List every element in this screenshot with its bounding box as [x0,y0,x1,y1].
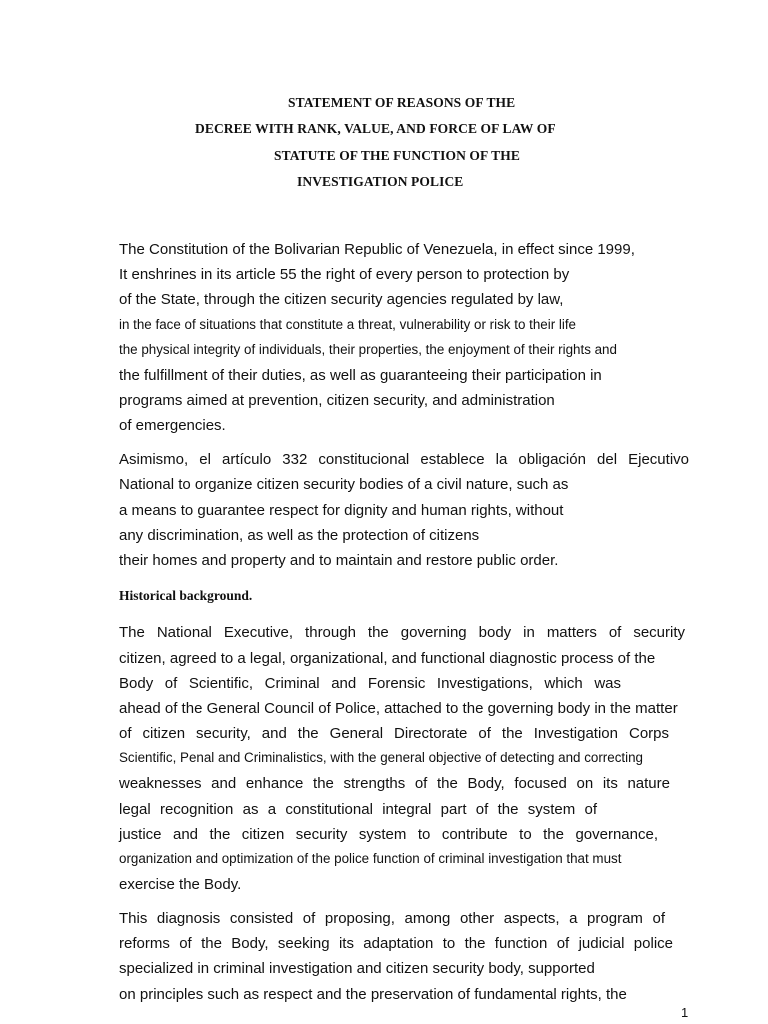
paragraph-line: The National Executive, through the governing body in matters of security [119,624,685,641]
section-heading: Historical background. [119,588,253,603]
paragraph-line: in the face of situations that constitute a threat, vulnerability or risk to their life [119,317,577,332]
paragraph-line: It enshrines in its article 55 the right of every person to protection by [119,266,570,283]
paragraph-line: specialized in criminal investigation and citizen security body, supported [119,960,595,977]
paragraph-line: a means to guarantee respect for dignity and human rights, without [119,502,564,519]
page-number: 1 [681,1005,689,1020]
title-line-3: STATUTE OF THE FUNCTION OF THE [274,148,520,163]
paragraph-line: on principles such as respect and the preservation of fundamental rights, the [119,986,627,1003]
paragraph-line: citizen, agreed to a legal, organizational, and functional diagnostic process of the [119,650,656,667]
paragraph-line: This diagnosis consisted of proposing, among other aspects, a program of [119,910,665,927]
title-line-2: DECREE WITH RANK, VALUE, AND FORCE OF LAW OF [195,121,556,136]
paragraph-line: National to organize citizen security bodies of a civil nature, such as [119,476,569,493]
paragraph-line: Body of Scientific, Criminal and Forensic Investigations, which was [119,675,621,692]
paragraph-line: Scientific, Penal and Criminalistics, with the general objective of detecting and correcting [119,750,643,765]
paragraph-line: ahead of the General Council of Police, attached to the governing body in the matter [119,700,678,717]
paragraph-line: of the State, through the citizen security agencies regulated by law, [119,291,564,308]
paragraph-line: The Constitution of the Bolivarian Republic of Venezuela, in effect since 1999, [119,241,635,258]
paragraph-line: Asimismo, el artículo 332 constitucional establece la obligación del Ejecutivo [119,451,689,468]
paragraph-line: programs aimed at prevention, citizen security, and administration [119,392,555,409]
paragraph-line: exercise the Body. [119,876,242,893]
paragraph-line: of citizen security, and the General Directorate of the Investigation Corps [119,725,669,742]
paragraph-line: organization and optimization of the police function of criminal investigation that must [119,851,622,866]
paragraph-line: of emergencies. [119,417,226,434]
paragraph-line: their homes and property and to maintain and restore public order. [119,552,559,569]
paragraph-line: the fulfillment of their duties, as well as guaranteeing their participation in [119,367,602,384]
title-line-4: INVESTIGATION POLICE [297,174,464,189]
paragraph-line: reforms of the Body, seeking its adaptation to the function of judicial police [119,935,673,952]
paragraph-line: justice and the citizen security system to contribute to the governance, [119,826,658,843]
paragraph-line: weaknesses and enhance the strengths of the Body, focused on its nature [119,775,670,792]
paragraph-line: the physical integrity of individuals, their properties, the enjoyment of their rights and [119,342,617,357]
title-line-1: STATEMENT OF REASONS OF THE [288,95,516,110]
paragraph-line: any discrimination, as well as the protection of citizens [119,527,480,544]
paragraph-line: legal recognition as a constitutional integral part of the system of [119,801,597,818]
